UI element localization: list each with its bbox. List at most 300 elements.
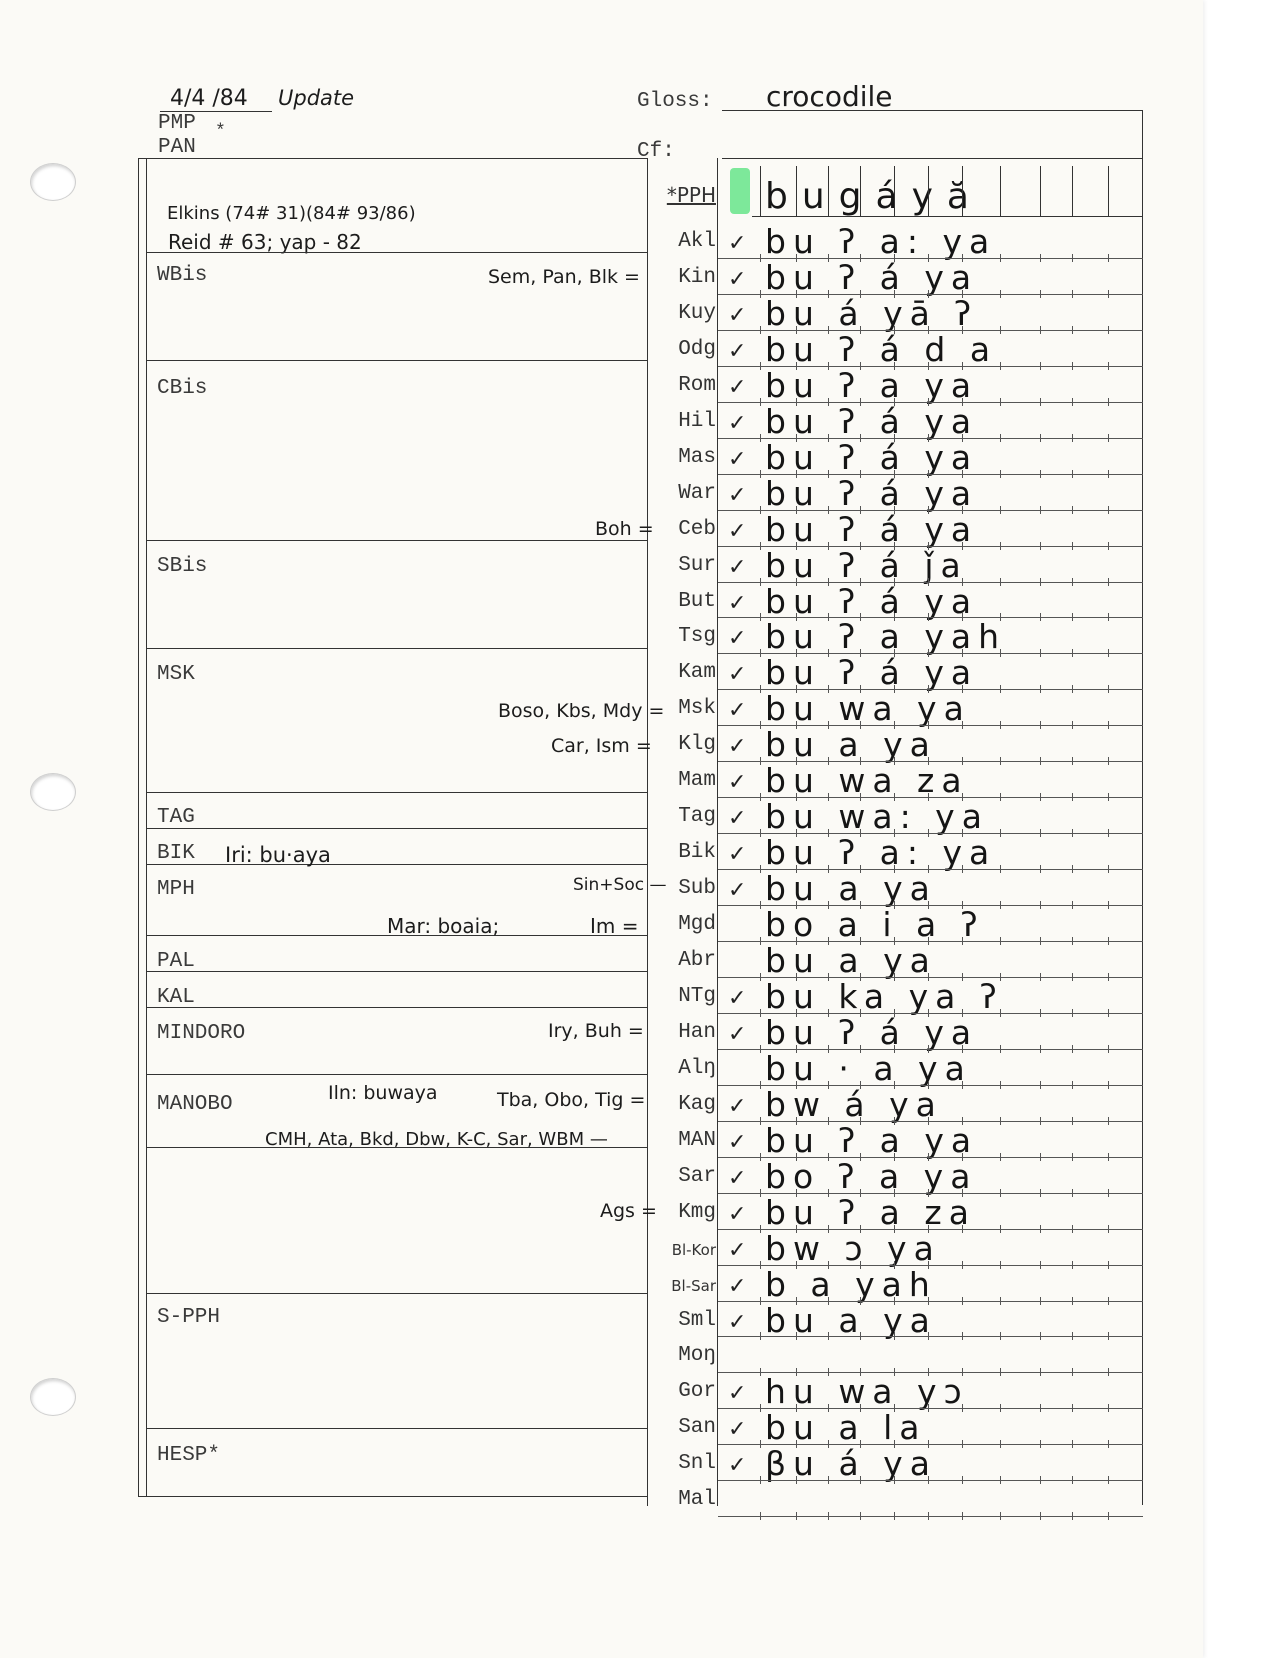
cell-tick [1000,901,1001,909]
group-label-manobo: MANOBO [157,1093,233,1116]
cell-tick [1072,1009,1073,1017]
cell-tick [1072,506,1073,514]
cell-tick [1040,1332,1041,1340]
cell-tick [760,1009,761,1017]
cell-tick [1000,1081,1001,1089]
reflex-form: bu a ya [765,869,937,909]
group-divider [147,360,647,361]
group-label-msk: MSK [157,663,195,686]
cell-tick [1000,1261,1001,1269]
cell-tick [1000,721,1001,729]
cell-tick [1000,506,1001,514]
cell-tick [962,1225,963,1233]
cell-tick [962,1081,963,1089]
group-label-kal: KAL [157,986,195,1009]
check-mark: ✓ [728,302,747,328]
cell-tick [1072,829,1073,837]
cell-tick [1000,578,1001,586]
cell-tick [1040,434,1041,442]
language-code: MAN [678,1128,716,1152]
language-code: Sar [678,1164,716,1188]
cell-tick [1040,1225,1041,1233]
cell-tick [1040,1045,1041,1053]
cell-tick [760,1225,761,1233]
group-divider [147,648,647,649]
cell-tick [1108,829,1109,837]
reflex-form: bu ʔ á ya [765,257,979,297]
cell-tick [1000,1512,1001,1520]
cell-tick [796,1512,797,1520]
language-code: But [678,589,716,613]
cell-tick [1072,649,1073,657]
proto-cell-divider [1072,166,1073,216]
cell-tick [1108,685,1109,693]
cell-tick [760,362,761,370]
cell-tick [894,1476,895,1484]
group-label-cbis: CBis [157,377,208,400]
cell-tick [928,1404,929,1412]
cell-tick [894,1512,895,1520]
note-klg-equivalents: Car, Ism = [551,735,652,757]
cell-tick [828,1512,829,1520]
cell-tick [1108,470,1109,478]
cell-tick [928,1512,929,1520]
gloss-value: crocodile [766,80,893,113]
reflex-form: bw ɔ ya [765,1228,941,1268]
reflex-form: bu ʔ á ya [765,401,979,441]
reflex-form: bu ʔ á ǰa [765,545,968,585]
language-code: Kin [678,265,716,289]
cf-label: Cf: [637,140,675,163]
cell-tick [1108,1045,1109,1053]
cell-tick [760,1189,761,1197]
language-code: Hil [678,409,716,433]
cell-tick [1108,1009,1109,1017]
note-mar: Mar: boaia; [387,914,500,938]
cell-tick [1040,326,1041,334]
cell-tick [1040,506,1041,514]
cell-tick [1040,1117,1041,1125]
cell-tick [1108,1368,1109,1376]
cell-tick [760,1512,761,1520]
cell-tick [1108,398,1109,406]
cell-tick [860,1512,861,1520]
check-mark: ✓ [728,1021,747,1047]
cell-tick [796,1332,797,1340]
cell-tick [1040,362,1041,370]
reflex-form: bu ʔ a ya [765,365,979,405]
check-mark: ✓ [728,1417,747,1443]
note-man-equivalents: CMH, Ata, Bkd, Dbw, K-C, Sar, WBM — [265,1129,608,1150]
cell-tick [1040,901,1041,909]
check-mark: ✓ [728,1201,747,1227]
cell-tick [1000,829,1001,837]
cell-tick [1040,470,1041,478]
cell-tick [760,1117,761,1125]
cell-tick [1072,901,1073,909]
cell-tick [760,865,761,873]
cell-tick [1072,434,1073,442]
cell-tick [1040,398,1041,406]
row-line [718,1516,1143,1517]
note-iln: Iln: buwaya [328,1082,438,1104]
row-line [718,1480,1143,1481]
cell-tick [1000,1476,1001,1484]
cell-tick [1072,613,1073,621]
cell-tick [1000,326,1001,334]
cell-tick [1040,1404,1041,1412]
reflex-form: bu wa za [765,761,969,801]
reflex-form: bu ka ya ʔ [765,976,1004,1016]
cell-tick [760,578,761,586]
proto-cell-divider [962,166,963,216]
group-divider [147,252,647,253]
reflex-form: bu ʔ á d a [765,329,998,369]
language-code: Sur [678,553,716,577]
cell-tick [760,434,761,442]
cell-tick [962,1261,963,1269]
date: 4/4 /84 [170,86,248,111]
reflex-form: hu wa yɔ [765,1372,969,1412]
cell-tick [1072,1297,1073,1305]
cell-tick [1108,1081,1109,1089]
reflex-form: bu ʔ á ya [765,581,979,621]
cell-tick [1040,1261,1041,1269]
cell-tick [760,542,761,550]
cell-tick [1108,506,1109,514]
cell-tick [1000,937,1001,945]
language-code: Ceb [678,517,716,541]
cell-tick [1000,757,1001,765]
cell-tick [1000,254,1001,262]
proto-cell-divider [796,166,797,216]
cell-tick [1072,757,1073,765]
language-code: Gor [678,1380,716,1404]
group-label-mindoro: MINDORO [157,1022,246,1045]
cell-tick [760,829,761,837]
language-code: Mal [678,1488,716,1512]
proto-cell-divider [1040,166,1041,216]
cell-tick [1072,542,1073,550]
cell-tick [1072,1081,1073,1089]
cell-tick [1108,542,1109,550]
language-code: Kam [678,661,716,685]
language-code: Kmg [678,1200,716,1224]
check-mark: ✓ [728,410,747,436]
cell-tick [828,1332,829,1340]
group-label-tag: TAG [157,806,195,829]
cell-tick [1000,398,1001,406]
cell-tick [1108,362,1109,370]
cell-tick [1040,1009,1041,1017]
proto-cell-divider [894,166,895,216]
language-code: Kag [678,1092,716,1116]
group-divider [147,828,647,829]
language-code: Bl-Sar [671,1276,716,1295]
cell-tick [1040,254,1041,262]
group-label-wbis: WBis [157,264,208,287]
cell-tick [760,470,761,478]
reflex-form: βu á ya [765,1444,937,1484]
cell-tick [760,613,761,621]
reflex-form: bu a la [765,1408,927,1448]
cell-tick [1072,578,1073,586]
group-divider [147,1007,647,1008]
language-code: Sml [678,1308,716,1332]
cell-tick [760,649,761,657]
note-im: Im = [590,914,639,938]
proto-cell-divider [1000,166,1001,216]
cell-tick [962,1297,963,1305]
cell-tick [1072,1189,1073,1197]
check-mark: ✓ [728,1093,747,1119]
cell-tick [1072,1404,1073,1412]
elkins-reference: Elkins (74# 31)(84# 93/86) [167,203,416,224]
grid-top [722,158,1143,159]
cell-tick [962,865,963,873]
cell-tick [796,1476,797,1484]
cell-tick [1040,829,1041,837]
cell-tick [1040,685,1041,693]
cell-tick [1072,973,1073,981]
cell-tick [760,1045,761,1053]
cell-tick [1108,793,1109,801]
cell-tick [1072,937,1073,945]
group-divider [147,1428,647,1429]
cell-tick [1072,290,1073,298]
proto-code: *PPH [666,183,716,207]
note-kmg-equivalents: Ags = [600,1200,657,1222]
language-code: Msk [678,697,716,721]
cell-tick [1000,865,1001,873]
cell-tick [760,1081,761,1089]
cell-tick [1040,793,1041,801]
proto-cell-divider [928,166,929,216]
reflex-form: bu ʔ á ya [765,473,979,513]
language-code: Rom [678,373,716,397]
cell-tick [1040,1476,1041,1484]
group-label-mph: MPH [157,878,195,901]
cell-tick [1000,1225,1001,1233]
cell-tick [760,1476,761,1484]
cell-tick [1000,1404,1001,1412]
cell-tick [1000,649,1001,657]
cell-tick [1108,973,1109,981]
group-label-s-pph: S-PPH [157,1306,221,1329]
cell-tick [1040,721,1041,729]
note-han-equivalents: Iry, Buh = [548,1020,644,1042]
language-code: Kuy [678,301,716,325]
proto-cell-divider [860,166,861,216]
cell-tick [1040,290,1041,298]
reflex-form: bu a ya [765,941,937,980]
check-mark: ✓ [728,338,747,364]
check-mark: ✓ [728,1237,747,1263]
reflex-form: bu wa ya [765,689,971,729]
note-msk-equivalents: Boso, Kbs, Mdy = [498,700,665,722]
language-code: Tsg [678,625,716,649]
cell-tick [1108,901,1109,909]
language-code: Mas [678,445,716,469]
cell-tick [1040,937,1041,945]
reflex-form: bu a ya [765,725,937,765]
update-note: Update [278,86,355,110]
cell-tick [1040,757,1041,765]
check-mark: ✓ [728,770,747,796]
cell-tick [1108,1189,1109,1197]
cell-tick [962,1332,963,1340]
pmp-label: PMP [158,112,196,135]
gloss-underline [722,110,1142,111]
cell-tick [1108,1153,1109,1161]
frame-bottom [138,1496,648,1497]
check-mark: ✓ [728,985,747,1011]
cell-tick [1108,1476,1109,1484]
cell-tick [1108,1332,1109,1340]
cell-tick [1000,470,1001,478]
cell-tick [1108,937,1109,945]
cell-tick [1040,613,1041,621]
group-divider [147,1074,647,1075]
language-code: Snl [678,1452,716,1476]
cell-tick [1040,865,1041,873]
cell-tick [1072,685,1073,693]
cell-tick [760,1440,761,1448]
cell-tick [1072,398,1073,406]
language-code: Tag [678,805,716,829]
language-code: War [678,481,716,505]
reflex-form: b a yah [765,1264,937,1304]
reflex-form: bu a ya [765,1300,937,1340]
group-label-pal: PAL [157,950,195,973]
cell-tick [760,1332,761,1340]
cell-tick [1108,1225,1109,1233]
group-divider [147,971,647,972]
language-code: Moŋ [678,1344,716,1368]
language-code: Mgd [678,913,716,937]
cell-tick [1108,613,1109,621]
reid-reference: Reid # 63; yap - 82 [168,230,362,254]
cell-tick [1040,649,1041,657]
check-mark: ✓ [728,842,747,868]
check-mark: ✓ [728,518,747,544]
cell-tick [1108,1297,1109,1305]
cell-tick [1072,1512,1073,1520]
cell-tick [1040,973,1041,981]
cell-tick [860,1332,861,1340]
cell-tick [1108,1404,1109,1412]
binder-hole [30,163,76,201]
cell-tick [828,1476,829,1484]
cell-tick [1072,1440,1073,1448]
cell-tick [760,1368,761,1376]
cell-tick [1108,649,1109,657]
language-code: Abr [678,949,716,972]
cell-tick [760,290,761,298]
language-code: Bik [678,841,716,865]
cell-tick [928,1476,929,1484]
note-ceb-equivalents: Boh = [595,518,654,540]
cell-tick [1108,434,1109,442]
cell-tick [1072,721,1073,729]
note-sub-equivalents: Sin+Soc — [573,875,667,895]
cell-tick [1108,721,1109,729]
cell-tick [1108,254,1109,262]
cell-tick [1000,1045,1001,1053]
note-bik-iri: Iri: bu·aya [225,843,331,867]
cell-tick [1040,1440,1041,1448]
cell-tick [760,1261,761,1269]
check-mark: ✓ [728,1129,747,1155]
cell-tick [760,506,761,514]
cell-tick [1072,1153,1073,1161]
group-label-hesp: HESP* [157,1444,221,1467]
reflex-form: bu ʔ á ya [765,1012,979,1052]
cell-tick [760,793,761,801]
cell-tick [928,1332,929,1340]
cell-tick [1000,1009,1001,1017]
cell-tick [962,1404,963,1412]
check-mark: ✓ [728,1381,747,1407]
proto-cell-divider [828,166,829,216]
check-mark: ✓ [728,698,747,724]
cell-tick [1108,1261,1109,1269]
cell-tick [760,901,761,909]
reflex-form: bu ʔ a: ya [765,833,997,873]
reflex-form: bo ʔ a ya [765,1156,978,1196]
cell-tick [860,1476,861,1484]
cell-tick [1040,1297,1041,1305]
cell-tick [1000,1297,1001,1305]
cell-tick [1072,1261,1073,1269]
cell-tick [1040,1512,1041,1520]
pmp-star: * [215,122,226,142]
proto-form: bugáyă [765,176,983,217]
check-mark: ✓ [728,482,747,508]
cell-tick [1000,1189,1001,1197]
cell-tick [1040,542,1041,550]
reflex-form: bo a i a ʔ [765,905,985,945]
cell-tick [1072,1225,1073,1233]
reflex-form: bu wa: ya [765,797,989,837]
cell-tick [760,1153,761,1161]
frame-left-inner [146,158,147,1496]
cell-tick [1000,1440,1001,1448]
cell-tick [1000,542,1001,550]
language-code: Alŋ [678,1056,716,1080]
group-divider [147,1293,647,1294]
proto-cell-divider [1108,166,1109,216]
cell-tick [962,1440,963,1448]
group-label-sbis: SBis [157,555,208,578]
cell-tick [760,937,761,945]
cell-tick [1000,1332,1001,1340]
group-divider [147,864,647,865]
cell-tick [1072,865,1073,873]
cell-tick [1108,578,1109,586]
frame-top [138,158,648,159]
frame-right [1142,110,1143,1505]
cell-tick [760,685,761,693]
language-code: NTg [678,984,716,1008]
check-mark: ✓ [728,1309,747,1335]
cell-tick [1072,793,1073,801]
cell-tick [1000,362,1001,370]
cell-tick [1072,1332,1073,1340]
check-mark: ✓ [728,662,747,688]
divider [647,158,648,1506]
cell-tick [1108,1440,1109,1448]
